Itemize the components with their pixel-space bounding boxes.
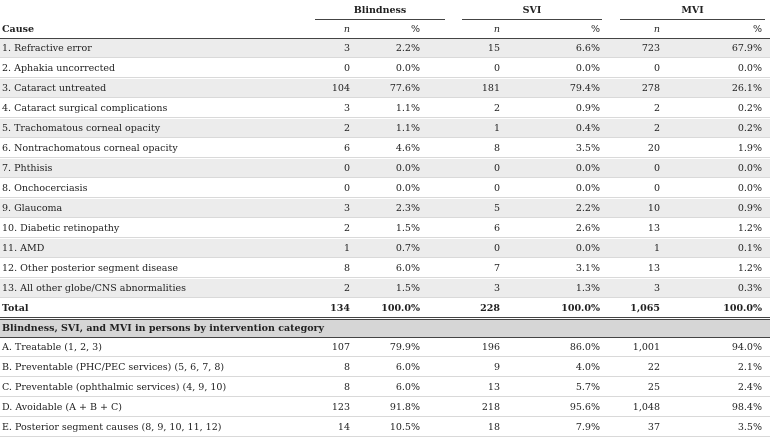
group-rule bbox=[462, 19, 602, 20]
mvi-n-cell: 0 bbox=[653, 163, 660, 174]
blindness-n-cell: 8 bbox=[343, 382, 350, 393]
svi-n-cell: 15 bbox=[487, 43, 500, 54]
section-title: Blindness, SVI, and MVI in persons by intervention category bbox=[0, 319, 770, 338]
blindness-percent-cell: 1.5% bbox=[395, 223, 420, 234]
blindness-percent-cell: 4.6% bbox=[395, 143, 420, 154]
blindness-n-cell: 104 bbox=[331, 83, 350, 94]
svi-n-cell: 1 bbox=[493, 123, 500, 134]
svi-percent-cell: 0.0% bbox=[575, 183, 600, 194]
mvi-n-cell: 13 bbox=[647, 223, 660, 234]
blindness-percent-cell: 6.0% bbox=[395, 263, 420, 274]
group-header-svi: SVI bbox=[522, 5, 542, 16]
svi-n-cell: 18 bbox=[487, 422, 500, 433]
mvi-percent-cell: 0.3% bbox=[737, 283, 762, 294]
blindness-n-cell: 123 bbox=[331, 402, 350, 413]
svi-n-cell: 0 bbox=[493, 183, 500, 194]
svi-n-cell: 2 bbox=[493, 103, 500, 114]
svi-percent-cell: 79.4% bbox=[569, 83, 600, 94]
blindness-percent-cell: 0.0% bbox=[395, 63, 420, 74]
intervention-row bbox=[0, 378, 770, 397]
svi-n-cell: 0 bbox=[493, 63, 500, 74]
mvi-percent-cell: 1.2% bbox=[737, 223, 762, 234]
mvi-percent-cell: 0.9% bbox=[737, 203, 762, 214]
mvi-percent-cell: 2.1% bbox=[737, 362, 762, 373]
blindness-percent-cell: 0.0% bbox=[395, 183, 420, 194]
mvi-percent-cell: 3.5% bbox=[737, 422, 762, 433]
column-header-percent: % bbox=[752, 24, 762, 35]
group-rule bbox=[315, 19, 445, 20]
group-header-mvi: MVI bbox=[681, 5, 704, 16]
column-header-row bbox=[0, 21, 770, 39]
blindness-percent-cell: 100.0% bbox=[381, 303, 420, 314]
svi-n-cell: 0 bbox=[493, 163, 500, 174]
intervention-row bbox=[0, 398, 770, 417]
table-row bbox=[0, 79, 770, 98]
svi-n-cell: 9 bbox=[493, 362, 500, 373]
blindness-n-cell: 8 bbox=[343, 263, 350, 274]
mvi-percent-cell: 94.0% bbox=[731, 342, 762, 353]
mvi-n-cell: 0 bbox=[653, 183, 660, 194]
cause-column-header: Cause bbox=[2, 24, 35, 35]
row-label: 4. Cataract surgical complications bbox=[2, 103, 168, 114]
svi-n-cell: 3 bbox=[493, 283, 500, 294]
svi-percent-cell: 0.0% bbox=[575, 163, 600, 174]
mvi-percent-cell: 0.2% bbox=[737, 103, 762, 114]
row-label: 1. Refractive error bbox=[2, 43, 92, 54]
table-row bbox=[0, 199, 770, 218]
blindness-percent-cell: 2.2% bbox=[395, 43, 420, 54]
svi-percent-cell: 5.7% bbox=[575, 382, 600, 393]
blindness-percent-cell: 0.7% bbox=[395, 243, 420, 254]
table-row bbox=[0, 239, 770, 258]
row-label: 6. Nontrachomatous corneal opacity bbox=[2, 143, 178, 154]
table-row bbox=[0, 219, 770, 238]
mvi-percent-cell: 1.9% bbox=[737, 143, 762, 154]
svi-percent-cell: 2.6% bbox=[575, 223, 600, 234]
intervention-row bbox=[0, 418, 770, 437]
svi-percent-cell: 0.4% bbox=[575, 123, 600, 134]
blindness-n-cell: 2 bbox=[343, 283, 350, 294]
table-row bbox=[0, 279, 770, 298]
row-label: 10. Diabetic retinopathy bbox=[2, 223, 120, 234]
blindness-n-cell: 14 bbox=[337, 422, 350, 433]
svi-percent-cell: 1.3% bbox=[575, 283, 600, 294]
blindness-n-cell: 2 bbox=[343, 123, 350, 134]
row-label: Total bbox=[2, 303, 29, 314]
row-label: 7. Phthisis bbox=[2, 163, 53, 174]
blindness-percent-cell: 0.0% bbox=[395, 163, 420, 174]
svi-n-cell: 196 bbox=[481, 342, 500, 353]
mvi-n-cell: 2 bbox=[653, 103, 660, 114]
svi-percent-cell: 7.9% bbox=[575, 422, 600, 433]
mvi-n-cell: 13 bbox=[647, 263, 660, 274]
mvi-percent-cell: 67.9% bbox=[731, 43, 762, 54]
blindness-percent-cell: 79.9% bbox=[389, 342, 420, 353]
svi-n-cell: 6 bbox=[493, 223, 500, 234]
mvi-percent-cell: 0.2% bbox=[737, 123, 762, 134]
svi-percent-cell: 95.6% bbox=[569, 402, 600, 413]
row-label: D. Avoidable (A + B + C) bbox=[2, 402, 122, 413]
row-label: 12. Other posterior segment disease bbox=[2, 263, 178, 274]
table-row bbox=[0, 179, 770, 198]
blindness-n-cell: 2 bbox=[343, 223, 350, 234]
row-label: 2. Aphakia uncorrected bbox=[2, 63, 116, 74]
blindness-n-cell: 3 bbox=[343, 43, 350, 54]
column-header-n: n bbox=[653, 24, 660, 35]
total-row bbox=[0, 299, 770, 318]
blindness-percent-cell: 6.0% bbox=[395, 382, 420, 393]
group-header-blindness: Blindness bbox=[353, 5, 407, 16]
svi-percent-cell: 6.6% bbox=[575, 43, 600, 54]
mvi-n-cell: 3 bbox=[653, 283, 660, 294]
table-row bbox=[0, 99, 770, 118]
blindness-n-cell: 134 bbox=[330, 303, 350, 314]
row-label: 9. Glaucoma bbox=[2, 203, 63, 214]
intervention-row bbox=[0, 358, 770, 377]
mvi-n-cell: 20 bbox=[647, 143, 660, 154]
svi-percent-cell: 2.2% bbox=[575, 203, 600, 214]
row-label: C. Preventable (ophthalmic services) (4, 9, 10) bbox=[2, 382, 227, 393]
blindness-percent-cell: 1.1% bbox=[395, 103, 420, 114]
mvi-n-cell: 0 bbox=[653, 63, 660, 74]
blindness-n-cell: 3 bbox=[343, 103, 350, 114]
svi-n-cell: 181 bbox=[481, 83, 500, 94]
row-label: E. Posterior segment causes (8, 9, 10, 11, 12) bbox=[2, 422, 222, 433]
mvi-percent-cell: 26.1% bbox=[731, 83, 762, 94]
blindness-percent-cell: 2.3% bbox=[395, 203, 420, 214]
svi-percent-cell: 4.0% bbox=[575, 362, 600, 373]
table-row bbox=[0, 159, 770, 178]
blindness-percent-cell: 10.5% bbox=[389, 422, 420, 433]
mvi-percent-cell: 0.1% bbox=[737, 243, 762, 254]
blindness-n-cell: 3 bbox=[343, 203, 350, 214]
svi-percent-cell: 0.0% bbox=[575, 243, 600, 254]
mvi-n-cell: 22 bbox=[647, 362, 660, 373]
mvi-percent-cell: 1.2% bbox=[737, 263, 762, 274]
svi-percent-cell: 86.0% bbox=[569, 342, 600, 353]
row-label: 8. Onchocerciasis bbox=[2, 183, 88, 194]
blindness-n-cell: 1 bbox=[343, 243, 350, 254]
table-row bbox=[0, 139, 770, 158]
svi-percent-cell: 0.9% bbox=[575, 103, 600, 114]
svi-n-cell: 5 bbox=[493, 203, 500, 214]
table-row bbox=[0, 259, 770, 278]
blindness-percent-cell: 77.6% bbox=[389, 83, 420, 94]
column-header-percent: % bbox=[410, 24, 420, 35]
mvi-n-cell: 1 bbox=[653, 243, 660, 254]
mvi-n-cell: 10 bbox=[647, 203, 660, 214]
table-row bbox=[0, 59, 770, 78]
row-label: 11. AMD bbox=[2, 243, 45, 254]
blindness-percent-cell: 1.1% bbox=[395, 123, 420, 134]
blindness-n-cell: 107 bbox=[331, 342, 350, 353]
mvi-percent-cell: 0.0% bbox=[737, 183, 762, 194]
row-label: A. Treatable (1, 2, 3) bbox=[2, 342, 102, 353]
mvi-n-cell: 1,048 bbox=[632, 402, 660, 413]
mvi-n-cell: 25 bbox=[647, 382, 660, 393]
group-rule bbox=[620, 19, 765, 20]
column-header-n: n bbox=[493, 24, 500, 35]
table-row bbox=[0, 39, 770, 58]
blindness-n-cell: 0 bbox=[343, 63, 350, 74]
mvi-n-cell: 1,001 bbox=[632, 342, 660, 353]
row-label: 3. Cataract untreated bbox=[2, 83, 107, 94]
column-header-percent: % bbox=[590, 24, 600, 35]
mvi-n-cell: 278 bbox=[641, 83, 660, 94]
mvi-n-cell: 723 bbox=[641, 43, 660, 54]
mvi-percent-cell: 100.0% bbox=[723, 303, 762, 314]
blindness-n-cell: 6 bbox=[343, 143, 350, 154]
svi-percent-cell: 100.0% bbox=[561, 303, 600, 314]
column-header-n: n bbox=[343, 24, 350, 35]
blindness-n-cell: 8 bbox=[343, 362, 350, 373]
intervention-row bbox=[0, 338, 770, 357]
svi-percent-cell: 0.0% bbox=[575, 63, 600, 74]
mvi-percent-cell: 0.0% bbox=[737, 163, 762, 174]
table-row bbox=[0, 119, 770, 138]
mvi-n-cell: 37 bbox=[647, 422, 660, 433]
svi-percent-cell: 3.1% bbox=[575, 263, 600, 274]
row-label: 5. Trachomatous corneal opacity bbox=[2, 123, 161, 134]
row-label: 13. All other globe/CNS abnormalities bbox=[2, 283, 187, 294]
svi-n-cell: 228 bbox=[480, 303, 500, 314]
svi-n-cell: 218 bbox=[481, 402, 500, 413]
svi-n-cell: 13 bbox=[487, 382, 500, 393]
row-label: B. Preventable (PHC/PEC services) (5, 6, 7, 8) bbox=[2, 362, 225, 373]
blindness-percent-cell: 1.5% bbox=[395, 283, 420, 294]
blindness-percent-cell: 6.0% bbox=[395, 362, 420, 373]
blindness-percent-cell: 91.8% bbox=[389, 402, 420, 413]
svi-n-cell: 0 bbox=[493, 243, 500, 254]
mvi-percent-cell: 0.0% bbox=[737, 63, 762, 74]
svi-n-cell: 8 bbox=[493, 143, 500, 154]
mvi-n-cell: 2 bbox=[653, 123, 660, 134]
blindness-n-cell: 0 bbox=[343, 163, 350, 174]
mvi-n-cell: 1,065 bbox=[630, 303, 660, 314]
svi-n-cell: 7 bbox=[493, 263, 500, 274]
blindness-n-cell: 0 bbox=[343, 183, 350, 194]
mvi-percent-cell: 98.4% bbox=[731, 402, 762, 413]
mvi-percent-cell: 2.4% bbox=[737, 382, 762, 393]
svi-percent-cell: 3.5% bbox=[575, 143, 600, 154]
